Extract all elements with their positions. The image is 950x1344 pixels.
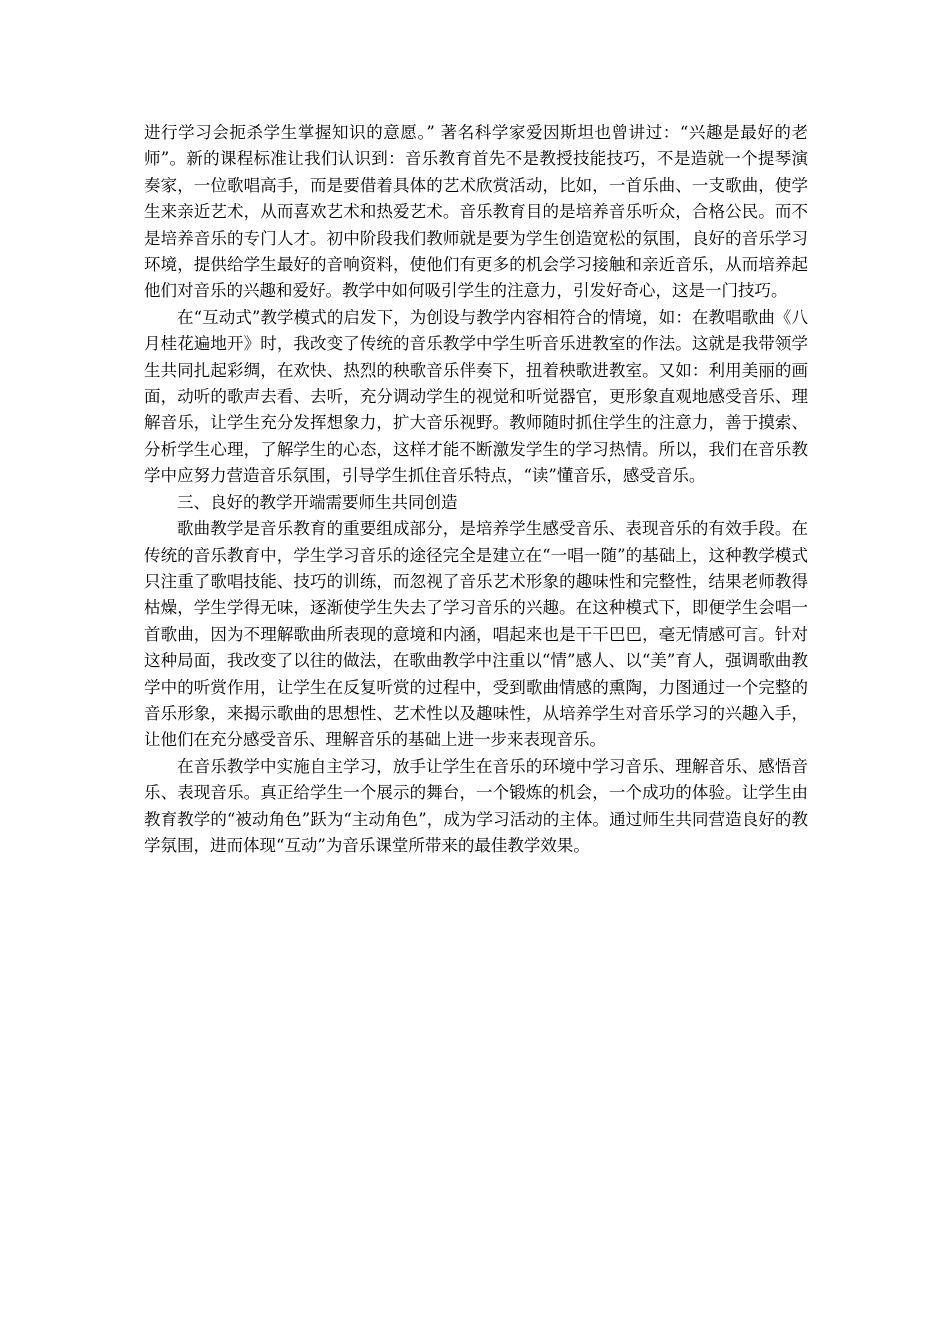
document-body	[144, 120, 808, 859]
paragraph-song-teaching: 歌曲教学是音乐教育的重要组成部分，是培养学生感受音乐、表现音乐的有效手段。在传统的音乐教育中，学生学习音乐的途径完全是建立在“一唱一随”的基础上，这种教学模式只注重了歌唱技能、技巧的训练，而忽视了音乐艺术形象的趣味性和完整性，结果老师教得枯燥，学生学得无味，逐渐使学生失去了学习音乐的兴趣。在这种模式下，即便学生会唱一首歌曲，因为不理解歌曲所表现的意境和内涵，唱起来也是干干巴巴，毫无情感可言。针对这种局面，我改变了以往的做法，在歌曲教学中注重以“情”感人、以“美”育人，强调歌曲教学中的听赏作用，让学生在反复听赏的过程中，受到歌曲情感的熏陶，力图通过一个完整的音乐形象，来揭示歌曲的思想性、艺术性以及趣味性，从培养学生对音乐学习的兴趣入手，让他们在充分感受音乐、理解音乐的基础上进一步来表现音乐。	[144, 519, 808, 750]
paragraph-interactive-mode: 在“互动式”教学模式的启发下，为创设与教学内容相符合的情境，如：在教唱歌曲《八月桂花遍地开》时，我改变了传统的音乐教学中学生听音乐进教室的作法。这就是我带领学生共同扎起彩绸，在欢快、热烈的秧歌音乐伴奏下，扭着秧歌进教室。又如：利用美丽的画面，动听的歌声去看、去听，充分调动学生的视觉和听觉器官，更形象直观地感受音乐、理解音乐，让学生充分发挥想象力，扩大音乐视野。教师随时抓住学生的注意力，善于摸索、分析学生心理，了解学生的心态，这样才能不断激发学生的学习热情。所以，我们在音乐教学中应努力营造音乐氛围，引导学生抓住音乐特点，“读”懂音乐，感受音乐。	[144, 307, 808, 486]
paragraph-self-learning: 在音乐教学中实施自主学习，放手让学生在音乐的环境中学习音乐、理解音乐、感悟音乐、表现音乐。真正给学生一个展示的舞台，一个锻炼的机会，一个成功的体验。让学生由教育教学的“被动角色”跃为“主动角色”，成为学习活动的主体。通过师生共同营造良好的教学氛围，进而体现“互动”为音乐课堂所带来的最佳教学效果。	[144, 756, 808, 855]
section-heading: 三、良好的教学开端需要师生共同创造	[177, 492, 458, 512]
paragraph-continuation: 进行学习会扼杀学生掌握知识的意愿。” 著名科学家爱因斯坦也曾讲过：“兴趣是最好的老师”。新的课程标准让我们认识到：音乐教育首先不是教授技能技巧，不是造就一个提琴演奏家，一位歌唱高手，而是要借着具体的艺术欣赏活动，比如，一首乐曲、一支歌曲，使学生来亲近艺术，从而喜欢艺术和热爱艺术。音乐教育目的是培养音乐听众，合格公民。而不是培养音乐的专门人才。初中阶段我们教师就是要为学生创造宽松的氛围，良好的音乐学习环境，提供给学生最好的音响资料，使他们有更多的机会学习接触和亲近音乐，从而培养起他们对音乐的兴趣和爱好。教学中如何吸引学生的注意力，引发好奇心，这是一门技巧。	[144, 123, 808, 301]
